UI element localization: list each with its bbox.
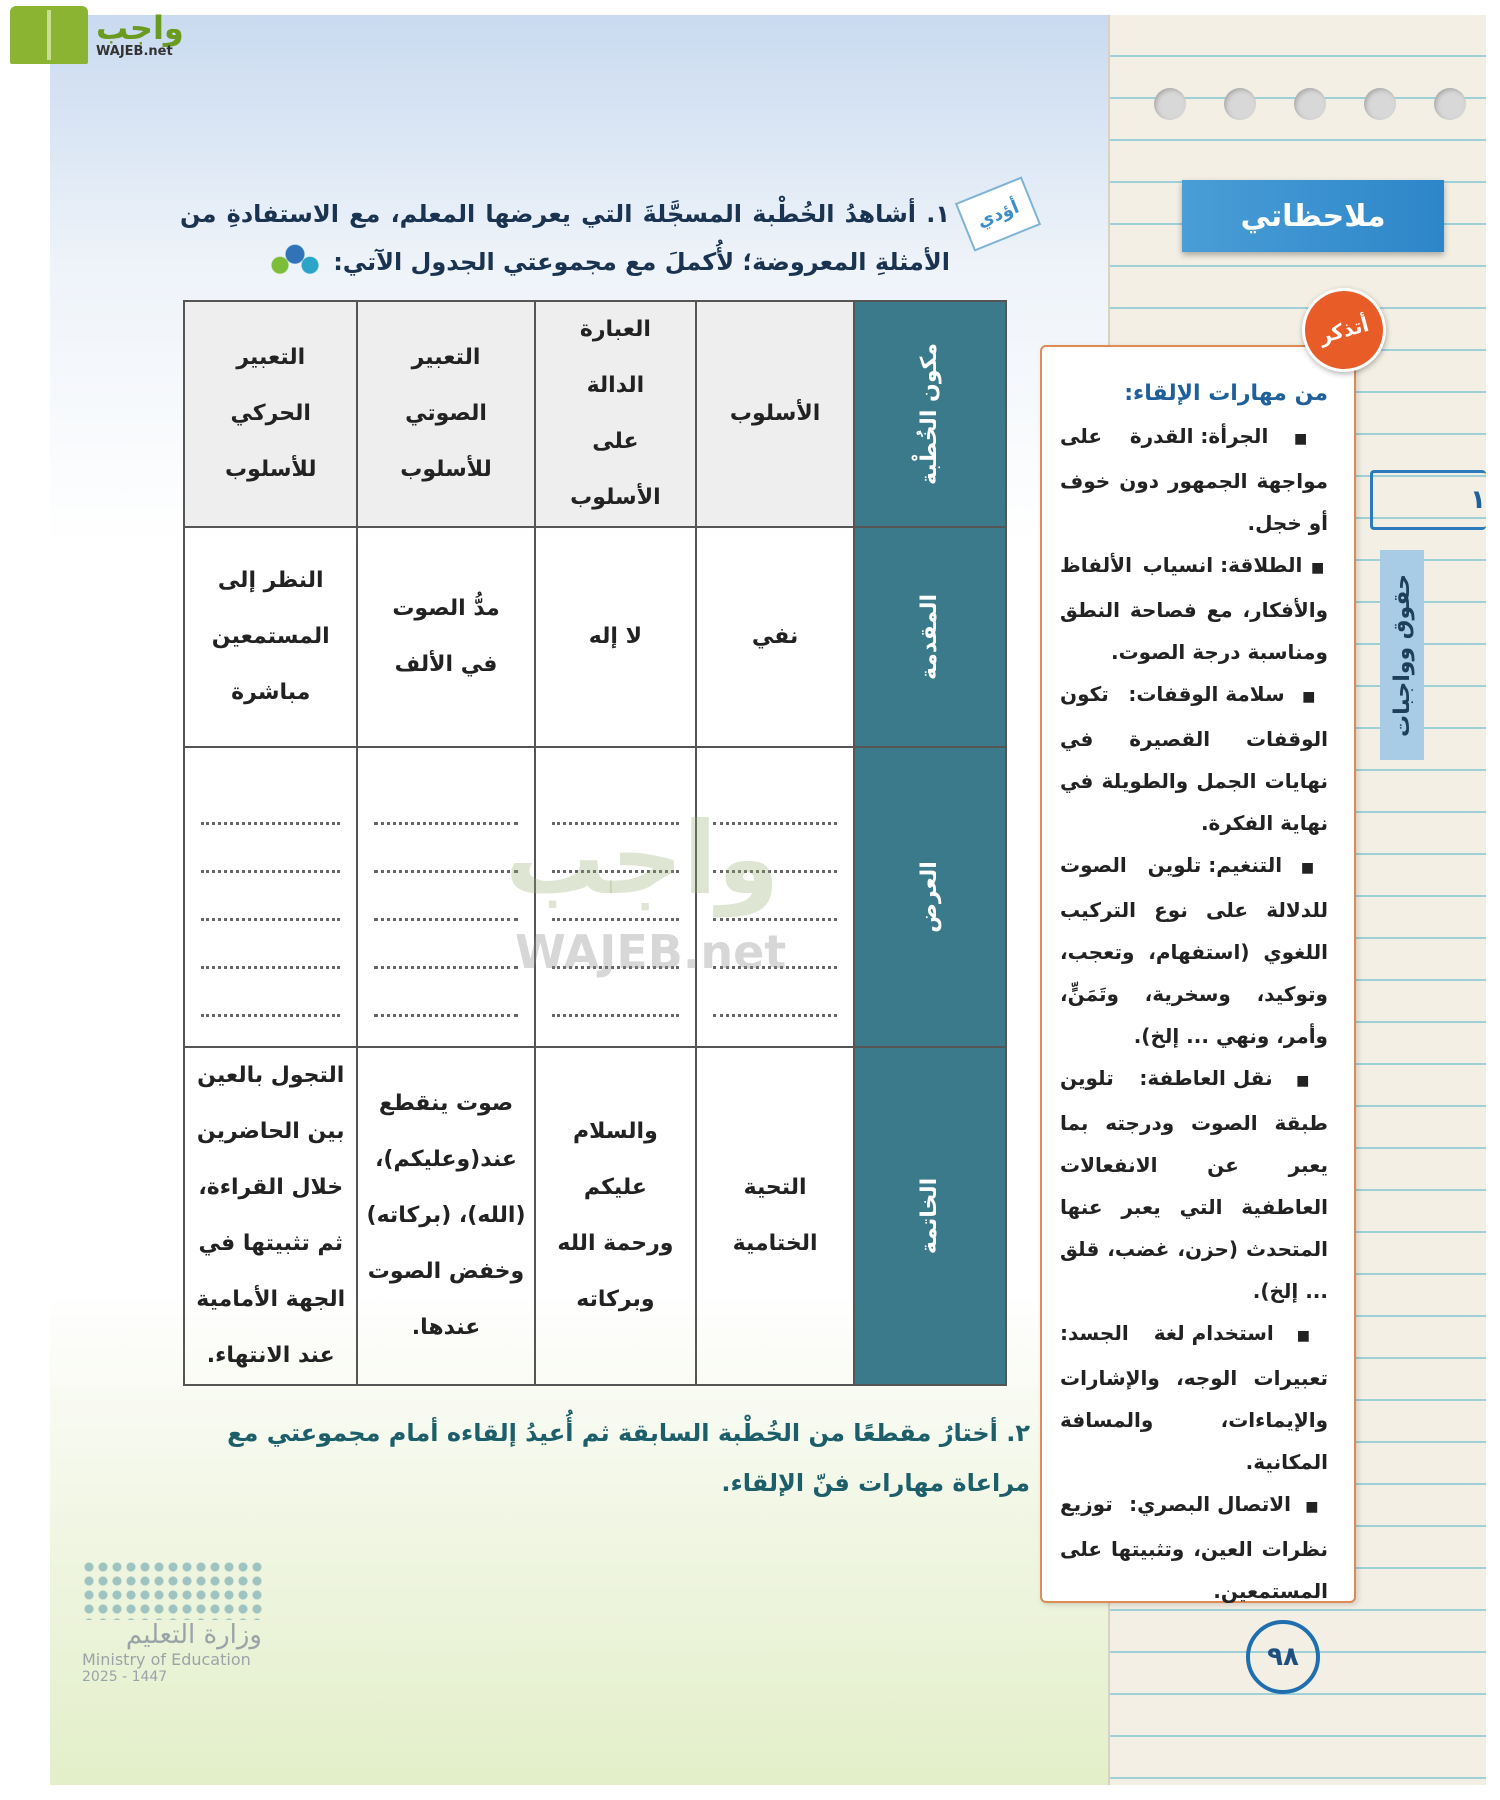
answer-cell[interactable] (696, 747, 854, 1047)
answer-cell[interactable] (357, 747, 534, 1047)
table-header: مكون الخُطْبة (854, 301, 1006, 527)
ministry-arabic: وزارة التعليم (125, 1620, 262, 1650)
row-label: العرض (854, 747, 1006, 1047)
question-2: ٢. أختارُ مقطعًا من الخُطْبة السابقة ثم أُعيدُ إلقاءه أمام مجموعتي مع مراعاة مهارات فنّ الإلقاء. (227, 1419, 1030, 1497)
binder-hole (1224, 88, 1256, 120)
activity-badge: أؤدي (955, 176, 1041, 251)
binder-hole (1154, 88, 1186, 120)
reminder-box (1040, 345, 1356, 1603)
table-header: التعبير الصوتي للأسلوب (357, 301, 534, 527)
table-cell: صوت ينقطع عند(وعليكم)، (الله)، (بركاته) وخفض الصوت عندها. (357, 1047, 534, 1385)
reminder-item: ■ استخدام لغة الجسد: تعبيرات الوجه، والإشارات والإيماءات، والمسافة المكانية. (1060, 1312, 1328, 1483)
remember-sticker: أتذكر (1293, 279, 1396, 382)
reminder-item: ■ التنغيم: تلوين الصوت للدلالة على نوع التركيب اللغوي (استفهام، وتعجب، وتوكيد، وسخرية، وتَمَنٍّ، وأمر، ونهي ... إلخ). (1060, 844, 1328, 1057)
table-cell: التجول بالعين بين الحاضرين خلال القراءة، ثم تثبيتها في الجهة الأمامية عند الانتهاء. (184, 1047, 357, 1385)
table-cell: النظر إلى المستمعين مباشرة (184, 527, 357, 747)
table-cell: التحية الختامية (696, 1047, 854, 1385)
reminder-title: من مهارات الإلقاء: (1124, 381, 1328, 406)
edition-year: 2025 - 1447 (82, 1669, 168, 1685)
reminder-item: ■ الاتصال البصري: توزيع نظرات العين، وتثبيتها على المستمعين. (1060, 1483, 1328, 1612)
reminder-item: ■ نقل العاطفة: تلوين طبقة الصوت ودرجته بما يعبر عن الانفعالات العاطفية التي يعبر عنها المتحدث (حزن، غضب، قلق ... إلخ). (1060, 1057, 1328, 1312)
reminder-item: ■ الجرأة: القدرة على مواجهة الجمهور دون خوف أو خجل. (1060, 415, 1328, 544)
table-header: التعبير الحركي للأسلوب (184, 301, 357, 527)
reminder-item: ■ الطلاقة: انسياب الألفاظ والأفكار، مع فصاحة النطق ومناسبة درجة الصوت. (1060, 544, 1328, 673)
page-number: ٩٨ (1246, 1620, 1320, 1694)
reminder-item: ■ سلامة الوقفات: تكون الوقفات القصيرة في نهايات الجمل والطويلة في نهاية الفكرة. (1060, 673, 1328, 844)
watermark-arabic: واجب (505, 800, 780, 917)
unit-number-tab: ١ (1370, 470, 1486, 530)
table-row (184, 747, 1006, 1047)
table-cell: نفي (696, 527, 854, 747)
ministry-logo (82, 1560, 262, 1685)
question-1 (180, 190, 950, 286)
binder-hole (1434, 88, 1466, 120)
table-header: العبارة الدالة على الأسلوب (535, 301, 697, 527)
speech-table (183, 300, 1007, 1386)
answer-cell[interactable] (535, 747, 697, 1047)
answer-cell[interactable] (184, 747, 357, 1047)
table-cell: مدُّ الصوت في الألف (357, 527, 534, 747)
unit-title-ribbon (1380, 550, 1424, 760)
notes-title: ملاحظاتي (1182, 180, 1444, 252)
watermark-latin: WAJEB.net (515, 925, 787, 979)
question-1-text: ١. أشاهدُ الخُطْبة المسجَّلةَ التي يعرضها المعلم، مع الاستفادةِ من الأمثلةِ المعروضة؛ لأُكملَ مع مجموعتي الجدول الآتي: (180, 200, 950, 276)
table-header-row (184, 301, 1006, 527)
ministry-dots-emblem (82, 1560, 262, 1620)
binder-hole (1364, 88, 1396, 120)
unit-title: حقوق وواجبات (1389, 573, 1415, 737)
wajeb-logo[interactable] (10, 6, 184, 64)
table-cell: لا إله (535, 527, 697, 747)
book-icon (10, 6, 88, 64)
row-label: المقدمة (854, 527, 1006, 747)
logo-arabic: واجب (96, 8, 184, 47)
logo-latin: WAJEB.net (96, 43, 173, 59)
table-header: الأسلوب (696, 301, 854, 527)
table-row (184, 1047, 1006, 1385)
row-label: الخاتمة (854, 1047, 1006, 1385)
group-people-icon (265, 241, 325, 285)
table-row (184, 527, 1006, 747)
table-cell: والسلام عليكم ورحمة الله وبركاته (535, 1047, 697, 1385)
ministry-english: Ministry of Education (82, 1650, 251, 1669)
binder-hole (1294, 88, 1326, 120)
